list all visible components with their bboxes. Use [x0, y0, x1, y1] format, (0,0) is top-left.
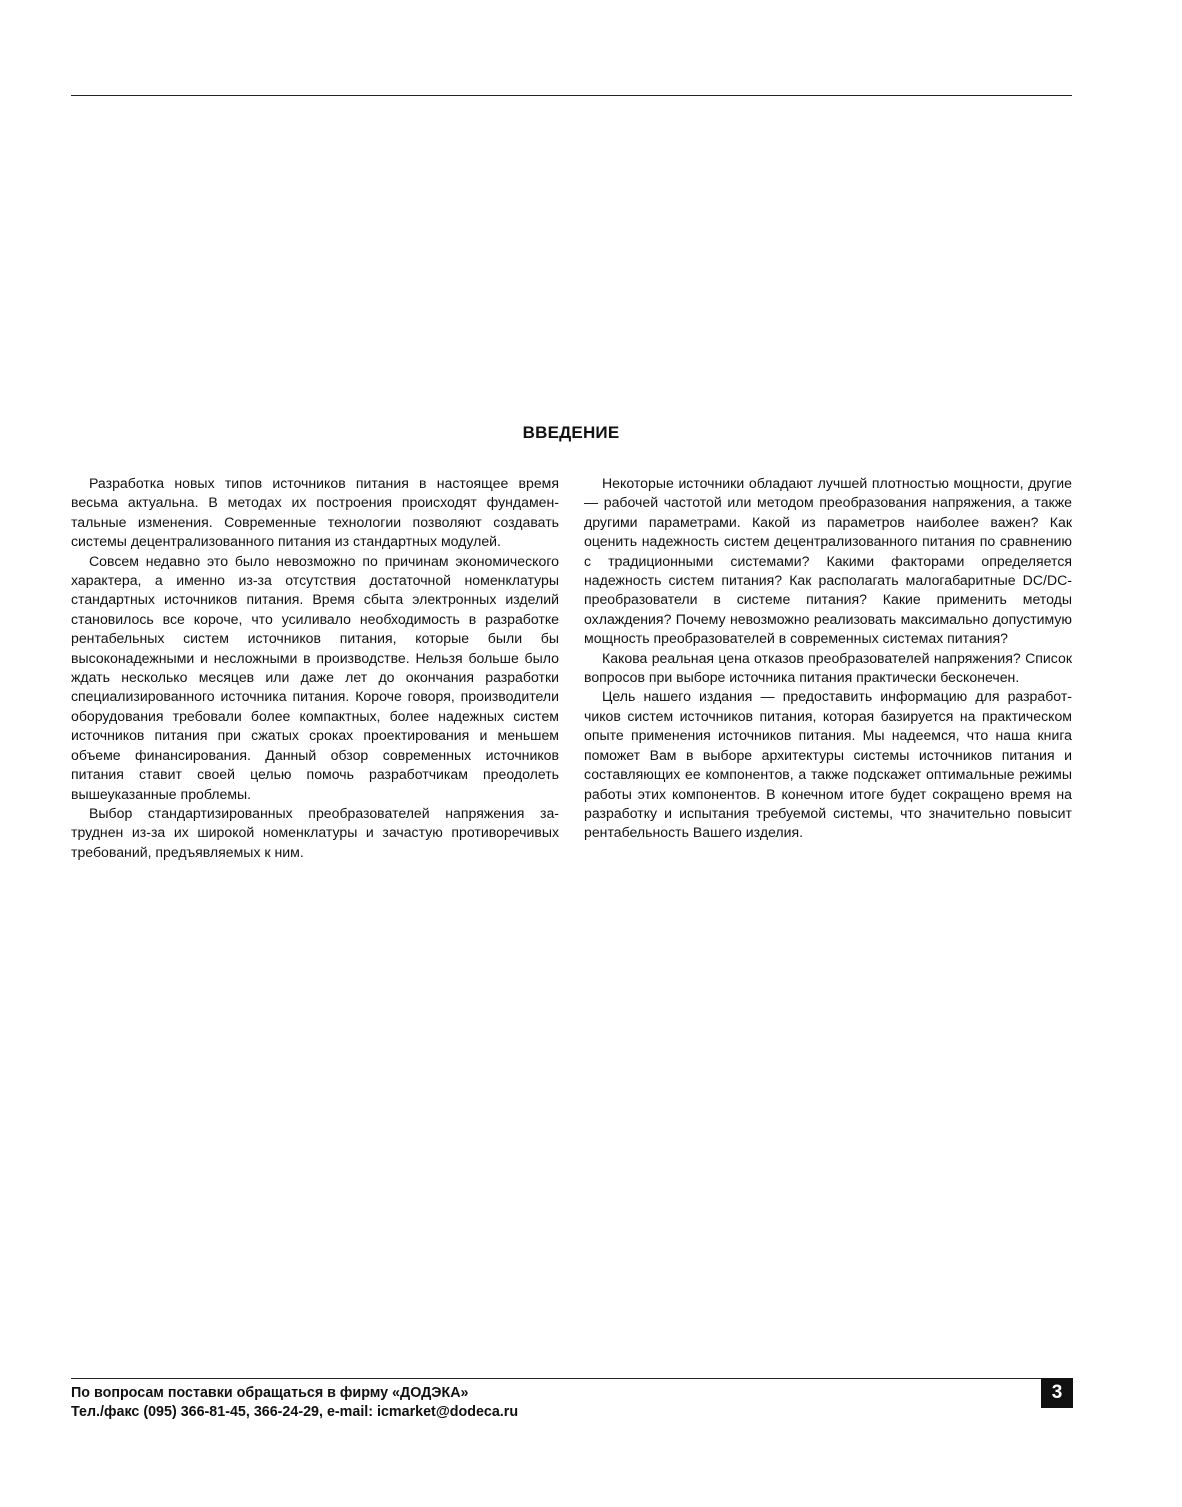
left-column	[71, 474, 559, 862]
page-number: 3	[1041, 1378, 1073, 1408]
paragraph: Совсем недавно это было невозможно по причинам экономического характера, а именно из-за отсутствия достаточной номенклатуры стандартных источников питания. Время сбыта электронных изделий становилось все короче, что усиливало необходимость в разработке рентабельных систем источников питания, которые были бы высоконадежными и несложными в производстве. Нельзя больше было ждать несколько месяцев или даже лет до окончания разработки специализированного источника питания. Короче говоря, производители оборудования требовали более компактных, более надежных систем источников питания при сжатых сроках проектирования и меньшем объеме финансирования. Данный обзор современных источников питания ставит своей целью помочь разработчикам преодолеть вышеуказанные проблемы.	[71, 552, 559, 802]
right-column	[584, 474, 1072, 843]
paragraph: Цель нашего издания — предоставить информацию для разработчиков систем источников питания, которая базируется на практическом опыте применения источников питания. Мы надеемся, что наша книга поможет Вам в выборе архитектуры системы источников питания и составляющих ее компонентов, а также подскажет оптимальные режимы работы этих компонентов. В конечном итоге будет сокращено время на разработку и испытания требуемой системы, что значительно повысит рентабельность Вашего изделия.	[584, 688, 1072, 841]
paragraph: Выбор стандартизированных преобразователей напряжения затруднен из-за их широкой номенклатуры и зачастую противоречивых требований, предъявляемых к ним.	[71, 804, 559, 860]
paragraph: Некоторые источники обладают лучшей плотностью мощности, другие — рабочей частотой или методом преобразования напряжения, а также другими параметрами. Какой из параметров наиболее важен? Как оценить надежность систем децентрализованного питания по сравнению с традиционными системами? Какими факторами определяется надежность систем питания? Как располагать малогабаритные DC/DC-преобразователи в системе питания? Какие применить методы охлаждения? Почему невозможно реализовать максимально допустимую мощность преобразователей в современных системах питания?	[584, 475, 1072, 647]
header-rule	[71, 95, 1072, 96]
paragraph: Разработка новых типов источников питания в настоящее время весьма актуальна. В методах их построения происходят фундаментальные изменения. Современные технологии позволяют создавать системы децентрализованного питания из стандартных модулей.	[71, 475, 559, 550]
page-title: ВВЕДЕНИЕ	[522, 423, 620, 442]
paragraph: Какова реальная цена отказов преобразователей напряжения? Список вопросов при выборе источника питания практически бесконечен.	[584, 649, 1072, 686]
footer-supply-line: По вопросам поставки обращаться в фирму «ДОДЭКА»	[71, 1385, 469, 1401]
footer-phone-email-line: Тел./факс (095) 366-81-45, 366-24-29, e-mail: icmarket@dodeca.ru	[71, 1404, 519, 1420]
footer-contact	[71, 1384, 518, 1422]
footer-rule	[71, 1378, 1072, 1379]
